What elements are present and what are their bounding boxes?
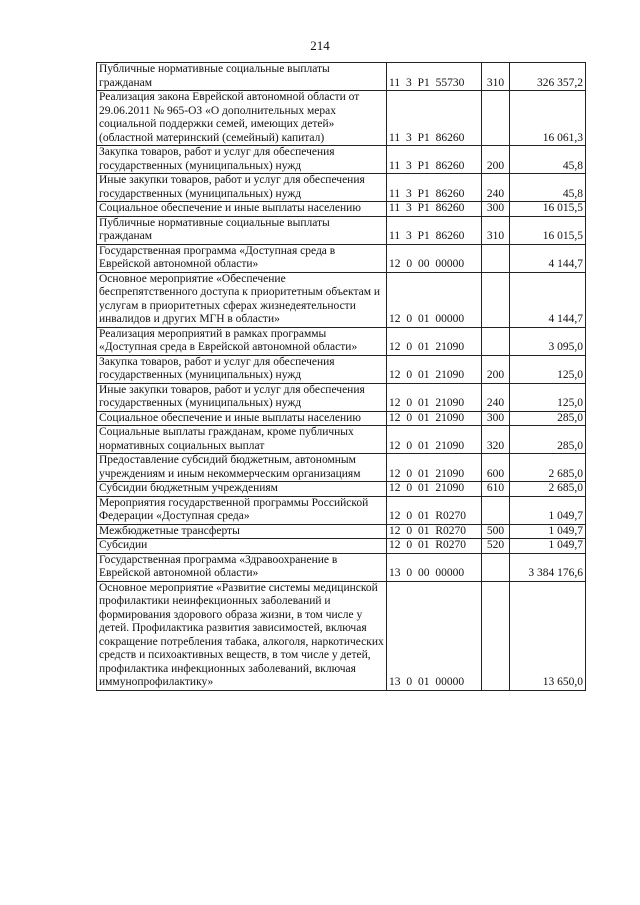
- row-sum: 45,8: [510, 146, 586, 174]
- row-name: Государственная программа «Доступная среда в Еврейской автономной области»: [97, 244, 387, 272]
- row-sum: 125,0: [510, 355, 586, 383]
- row-sum: 285,0: [510, 426, 586, 454]
- row-name: Предоставление субсидий бюджетным, автономным учреждениям и иным некоммерческим организациям: [97, 454, 387, 482]
- row-code: 12 0 01 21090: [387, 411, 482, 426]
- row-code: 11 3 Р1 86260: [387, 91, 482, 146]
- page-number: 214: [310, 38, 330, 53]
- row-name: Закупка товаров, работ и услуг для обеспечения государственных (муниципальных) нужд: [97, 146, 387, 174]
- row-sum: 16 015,5: [510, 202, 586, 217]
- row-name: Публичные нормативные социальные выплаты гражданам: [97, 216, 387, 244]
- row-code: 12 0 01 R0270: [387, 496, 482, 524]
- row-sum: 16 015,5: [510, 216, 586, 244]
- row-sum: 3 384 176,6: [510, 553, 586, 581]
- row-sum: 1 049,7: [510, 524, 586, 539]
- row-code: 11 3 Р1 86260: [387, 202, 482, 217]
- row-sum: 4 144,7: [510, 244, 586, 272]
- budget-table: [96, 62, 586, 691]
- row-name: Социальное обеспечение и иные выплаты населению: [97, 202, 387, 217]
- row-name: Основное мероприятие «Развитие системы медицинской профилактики неинфекционных заболеваний и формирования здорового образа жизни, в том числе у детей. Профилактика развития зависимостей, включая сокращение потребления табака, алкоголя, наркотических средств и психоактивных веществ, в том числе у детей, профилактика инфекционных заболеваний, включая иммунопрофилактику»: [97, 581, 387, 690]
- row-name: Иные закупки товаров, работ и услуг для обеспечения государственных (муниципальных) нужд: [97, 174, 387, 202]
- table-row: [97, 383, 586, 411]
- row-name: Субсидии: [97, 539, 387, 554]
- row-name: Субсидии бюджетным учреждениям: [97, 482, 387, 497]
- row-code: 13 0 00 00000: [387, 553, 482, 581]
- row-expense-type: 500: [482, 524, 510, 539]
- table-row: [97, 454, 586, 482]
- row-name: Социальные выплаты гражданам, кроме публичных нормативных социальных выплат: [97, 426, 387, 454]
- row-code: 12 0 01 R0270: [387, 539, 482, 554]
- table-row: [97, 63, 586, 91]
- row-code: 12 0 01 21090: [387, 327, 482, 355]
- row-expense-type: 310: [482, 216, 510, 244]
- row-expense-type: 200: [482, 355, 510, 383]
- row-sum: 2 685,0: [510, 482, 586, 497]
- row-expense-type: 600: [482, 454, 510, 482]
- row-expense-type: 310: [482, 63, 510, 91]
- row-code: 12 0 00 00000: [387, 244, 482, 272]
- table-row: [97, 202, 586, 217]
- table-row: [97, 244, 586, 272]
- row-code: 11 3 Р1 55730: [387, 63, 482, 91]
- row-code: 11 3 Р1 86260: [387, 174, 482, 202]
- row-sum: 4 144,7: [510, 272, 586, 327]
- table-row: [97, 496, 586, 524]
- row-sum: 16 061,3: [510, 91, 586, 146]
- row-expense-type: [482, 272, 510, 327]
- row-expense-type: [482, 244, 510, 272]
- row-code: 13 0 01 00000: [387, 581, 482, 690]
- row-sum: 285,0: [510, 411, 586, 426]
- row-name: Реализация мероприятий в рамках программы «Доступная среда в Еврейской автономной области»: [97, 327, 387, 355]
- row-code: 12 0 01 R0270: [387, 524, 482, 539]
- row-expense-type: 320: [482, 426, 510, 454]
- table-row: [97, 355, 586, 383]
- table-row: [97, 581, 586, 690]
- row-expense-type: [482, 496, 510, 524]
- table-row: [97, 524, 586, 539]
- row-expense-type: [482, 327, 510, 355]
- row-code: 12 0 01 21090: [387, 383, 482, 411]
- row-code: 12 0 01 21090: [387, 355, 482, 383]
- row-expense-type: 200: [482, 146, 510, 174]
- row-sum: 3 095,0: [510, 327, 586, 355]
- row-expense-type: 240: [482, 174, 510, 202]
- row-expense-type: 240: [482, 383, 510, 411]
- table-row: [97, 426, 586, 454]
- row-name: Межбюджетные трансферты: [97, 524, 387, 539]
- row-sum: 2 685,0: [510, 454, 586, 482]
- row-name: Иные закупки товаров, работ и услуг для обеспечения государственных (муниципальных) нужд: [97, 383, 387, 411]
- row-name: Публичные нормативные социальные выплаты гражданам: [97, 63, 387, 91]
- row-sum: 45,8: [510, 174, 586, 202]
- row-expense-type: [482, 553, 510, 581]
- row-sum: 13 650,0: [510, 581, 586, 690]
- row-name: Мероприятия государственной программы Российской Федерации «Доступная среда»: [97, 496, 387, 524]
- table-row: [97, 327, 586, 355]
- row-expense-type: [482, 91, 510, 146]
- row-code: 12 0 01 21090: [387, 454, 482, 482]
- table-row: [97, 539, 586, 554]
- table-row: [97, 91, 586, 146]
- row-code: 12 0 01 21090: [387, 482, 482, 497]
- row-name: Социальное обеспечение и иные выплаты населению: [97, 411, 387, 426]
- row-name: Основное мероприятие «Обеспечение беспрепятственного доступа к приоритетным объектам и услугам в приоритетных сферах жизнедеятельности инвалидов и других МГН в области»: [97, 272, 387, 327]
- row-sum: 1 049,7: [510, 539, 586, 554]
- table-row: [97, 482, 586, 497]
- row-expense-type: 520: [482, 539, 510, 554]
- row-sum: 1 049,7: [510, 496, 586, 524]
- row-sum: 125,0: [510, 383, 586, 411]
- row-name: Закупка товаров, работ и услуг для обеспечения государственных (муниципальных) нужд: [97, 355, 387, 383]
- row-code: 11 3 Р1 86260: [387, 146, 482, 174]
- row-sum: 326 357,2: [510, 63, 586, 91]
- table-row: [97, 146, 586, 174]
- row-expense-type: 300: [482, 202, 510, 217]
- row-code: 12 0 01 00000: [387, 272, 482, 327]
- row-code: 12 0 01 21090: [387, 426, 482, 454]
- table-row: [97, 216, 586, 244]
- table-row: [97, 272, 586, 327]
- table-row: [97, 174, 586, 202]
- row-name: Государственная программа «Здравоохранение в Еврейской автономной области»: [97, 553, 387, 581]
- table-row: [97, 411, 586, 426]
- row-expense-type: 300: [482, 411, 510, 426]
- table-row: [97, 553, 586, 581]
- row-expense-type: [482, 581, 510, 690]
- row-name: Реализация закона Еврейской автономной области от 29.06.2011 № 965-ОЗ «О дополнительных мерах социальной поддержки семей, имеющих детей» (областной материнский (семейный) капитал): [97, 91, 387, 146]
- row-expense-type: 610: [482, 482, 510, 497]
- row-code: 11 3 Р1 86260: [387, 216, 482, 244]
